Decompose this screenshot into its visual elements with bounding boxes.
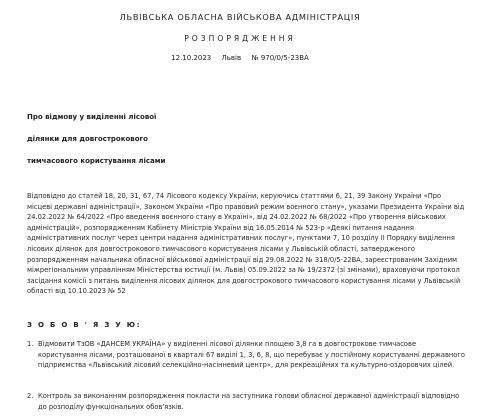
organization-title: ЛЬВІВСЬКА ОБЛАСНА ВІЙСЬКОВА АДМІНІСТРАЦІЯ bbox=[119, 12, 361, 22]
subject-line-3: тимчасового користування лісами bbox=[27, 157, 166, 165]
subject-line-2: ділянки для довгострокового bbox=[27, 135, 148, 143]
order-number: № 970/0/5-23ВА bbox=[251, 54, 309, 62]
decision-heading: З О Б О В ' Я З У Ю: bbox=[27, 321, 142, 329]
decision-item-text: Відмовити ТзОВ «ДАНСЕМ УКРАЇНА» у виділенні лісової ділянки площею 3,8 га в довгострокове тимчасове користування лісами, розташованої в кварталі 67 виділі 1, 3, 6, 8, що перебуває у постійному користуванні державного підприємства «Львівський лісовий селекційно-насінневий центр», для рекреаційних та культурно-оздоровчих цілей. bbox=[38, 340, 465, 370]
subject-line-1: Про відмову у виділенні лісової bbox=[27, 113, 157, 121]
decision-item-1 bbox=[27, 339, 467, 371]
decision-item-2 bbox=[27, 391, 467, 412]
document-type-title: РОЗПОРЯДЖЕННЯ bbox=[184, 34, 296, 43]
decision-item-number: 2. bbox=[27, 392, 34, 400]
decision-item-number: 1. bbox=[27, 340, 34, 348]
order-date: 12.10.2023 bbox=[171, 54, 212, 62]
decision-item-text: Контроль за виконанням розпорядження покласти на заступника голови обласної державної адміністрації відповідно до розподілу функціональних обов'язків. bbox=[38, 392, 460, 411]
preamble-paragraph: Відповідно до статей 18, 20, 31, 67, 74 Лісового кодексу України, керуючись статтями 6, 21, 39 Закону України «Про місцеві державні адміністрації», Законом України «Про правовий режим воєнного стану», указами Президента України від 24.02.2022 № 64/2022 «Про введення воєнного стану в Україні», від 24.02.2022 № 68/2022 «Про утворення військових адміністрацій», розпорядженням Кабінету Міністрів України від 16.05.2014 № 523-р «Деякі питання надання адміністративних послуг через центри надання адміністративних послуг», пунктами 7, 10 розділу ІІ Порядку виділення лісових ділянок для довгострокового тимчасового користування лісами у Львівській області, затвердженого розпорядженням начальника обласної військової адміністрації від 29.08.2022 № 318/0/5-22ВА, зареєстрованим Західним міжрегіональним управлінням Міністерства юстиції (м. Львів) 05.09.2022 за № 19/2372 (зі змінами), враховуючи протокол засідання комісії з питань виділення лісових ділянок для довгострокового тимчасового користування лісами у Львівській області від 10.10.2023 № 52 bbox=[27, 192, 465, 296]
order-meta-line bbox=[0, 53, 480, 64]
order-city: Львів bbox=[221, 54, 242, 62]
